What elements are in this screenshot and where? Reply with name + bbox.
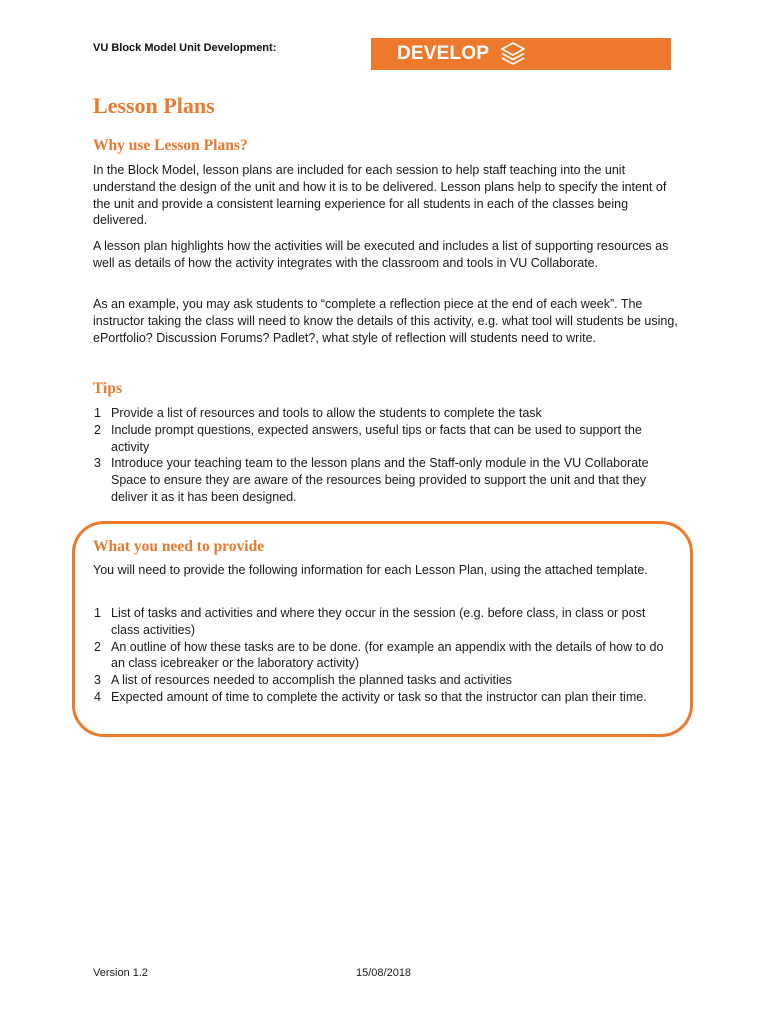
- page-title: Lesson Plans: [93, 93, 215, 118]
- list-item-number: 2: [94, 422, 101, 437]
- list-item-number: 2: [94, 639, 101, 654]
- footer-date: 15/08/2018: [356, 967, 412, 979]
- list-item-text: Introduce your teaching team to the lesson plans and the Staff-only module in the VU Collaborate Space to ensure they are aware of the resources being provided to support the unit and that they deliver it as it has been designed.: [111, 456, 649, 504]
- list-item: [93, 422, 675, 456]
- tips-heading: Tips: [93, 380, 123, 397]
- document-header-title: VU Block Model Unit Development:: [93, 42, 277, 54]
- why-paragraph-2: A lesson plan highlights how the activities will be executed and includes a list of supporting resources as well as details of how the activity integrates with the classroom and tools in VU Collaborate.: [93, 239, 669, 270]
- develop-banner: [371, 38, 671, 70]
- list-item-text: Provide a list of resources and tools to allow the students to complete the task: [111, 406, 542, 420]
- layers-icon: [499, 40, 527, 68]
- list-item-number: 3: [94, 673, 101, 688]
- list-item-number: 4: [94, 689, 101, 704]
- list-item: [93, 639, 675, 673]
- list-item: [93, 405, 675, 422]
- list-item: [93, 455, 675, 505]
- list-item-text: Include prompt questions, expected answers, useful tips or facts that can be used to support the activity: [111, 422, 642, 454]
- tips-list: [93, 405, 675, 506]
- why-heading: Why use Lesson Plans?: [93, 137, 248, 154]
- list-item-text: A list of resources needed to accomplish the planned tasks and activities: [111, 673, 512, 688]
- list-item: [93, 689, 675, 706]
- list-item-number: 1: [94, 406, 101, 420]
- provide-intro: You will need to provide the following information for each Lesson Plan, using the attached template.: [93, 563, 648, 577]
- why-paragraph-1: In the Block Model, lesson plans are included for each session to help staff teaching into the unit understand the design of the unit and how it is to be delivered. Lesson plans help to specify the intent of the unit and provide a consistent learning experience for all students in each of the classes being delivered.: [93, 163, 667, 228]
- develop-label: DEVELOP: [397, 43, 490, 64]
- list-item-text: An outline of how these tasks are to be done. (for example an appendix with the details of how to do an class icebreaker or the laboratory activity): [111, 639, 664, 671]
- why-paragraph-3: As an example, you may ask students to “complete a reflection piece at the end of each week”. The instructor taking the class will need to know the details of this activity, e.g. what tool will students be using, ePortfolio? Discussion Forums? Padlet?, what style of reflection will students need to write.: [93, 297, 678, 345]
- list-item: [93, 672, 675, 689]
- provide-list: [93, 605, 675, 706]
- list-item-text: Expected amount of time to complete the activity or task so that the instructor can plan their time.: [111, 689, 647, 704]
- provide-heading: What you need to provide: [93, 538, 265, 555]
- list-item: [93, 605, 675, 639]
- list-item-number: 1: [94, 606, 101, 620]
- footer-version: Version 1.2: [93, 967, 149, 979]
- list-item-text: List of tasks and activities and where they occur in the session (e.g. before class, in class or post class activities): [111, 606, 646, 637]
- list-item-number: 3: [94, 456, 101, 471]
